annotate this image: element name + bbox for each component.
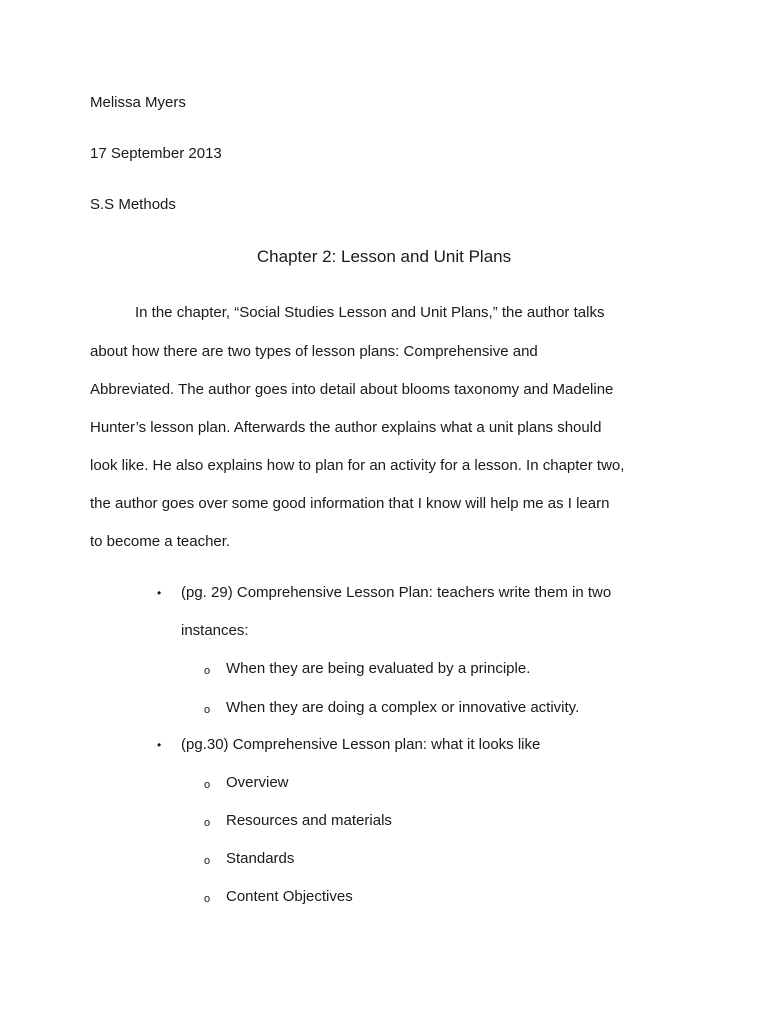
author-name: Melissa Myers: [90, 94, 186, 111]
list-item-continuation: instances:: [181, 622, 249, 639]
sub-list-item: When they are doing a complex or innovative activity.: [226, 699, 580, 716]
document-date: 17 September 2013: [90, 145, 222, 162]
bullet-icon: •: [157, 738, 162, 752]
page-title: Chapter 2: Lesson and Unit Plans: [256, 247, 512, 266]
sub-list-item: When they are being evaluated by a principle.: [226, 660, 531, 677]
sub-list-item: Content Objectives: [226, 888, 353, 905]
paragraph-line: In the chapter, “Social Studies Lesson and Unit Plans,” the author talks: [135, 304, 605, 321]
sub-list-item: Resources and materials: [226, 812, 392, 829]
sub-list-item: Standards: [226, 850, 295, 867]
sub-bullet-icon: o: [204, 779, 211, 791]
paragraph-line: look like. He also explains how to plan for an activity for a lesson. In chapter two,: [90, 457, 625, 474]
paragraph-line: about how there are two types of lesson plans: Comprehensive and: [90, 343, 538, 360]
sub-bullet-icon: o: [204, 855, 211, 867]
list-item: (pg.30) Comprehensive Lesson plan: what it looks like: [181, 736, 541, 753]
list-item: (pg. 29) Comprehensive Lesson Plan: teachers write them in two: [181, 584, 612, 601]
sub-bullet-icon: o: [204, 704, 211, 716]
paragraph-line: Abbreviated. The author goes into detail about blooms taxonomy and Madeline: [90, 381, 614, 398]
paragraph-line: to become a teacher.: [90, 533, 231, 550]
bullet-icon: •: [157, 586, 162, 600]
sub-bullet-icon: o: [204, 817, 211, 829]
sub-bullet-icon: o: [204, 893, 211, 905]
paragraph-line: the author goes over some good information that I know will help me as I learn: [90, 495, 610, 512]
paragraph-line: Hunter’s lesson plan. Afterwards the author explains what a unit plans should: [90, 419, 602, 436]
course-name: S.S Methods: [90, 196, 176, 213]
sub-list-item: Overview: [226, 774, 289, 791]
sub-bullet-icon: o: [204, 665, 211, 677]
